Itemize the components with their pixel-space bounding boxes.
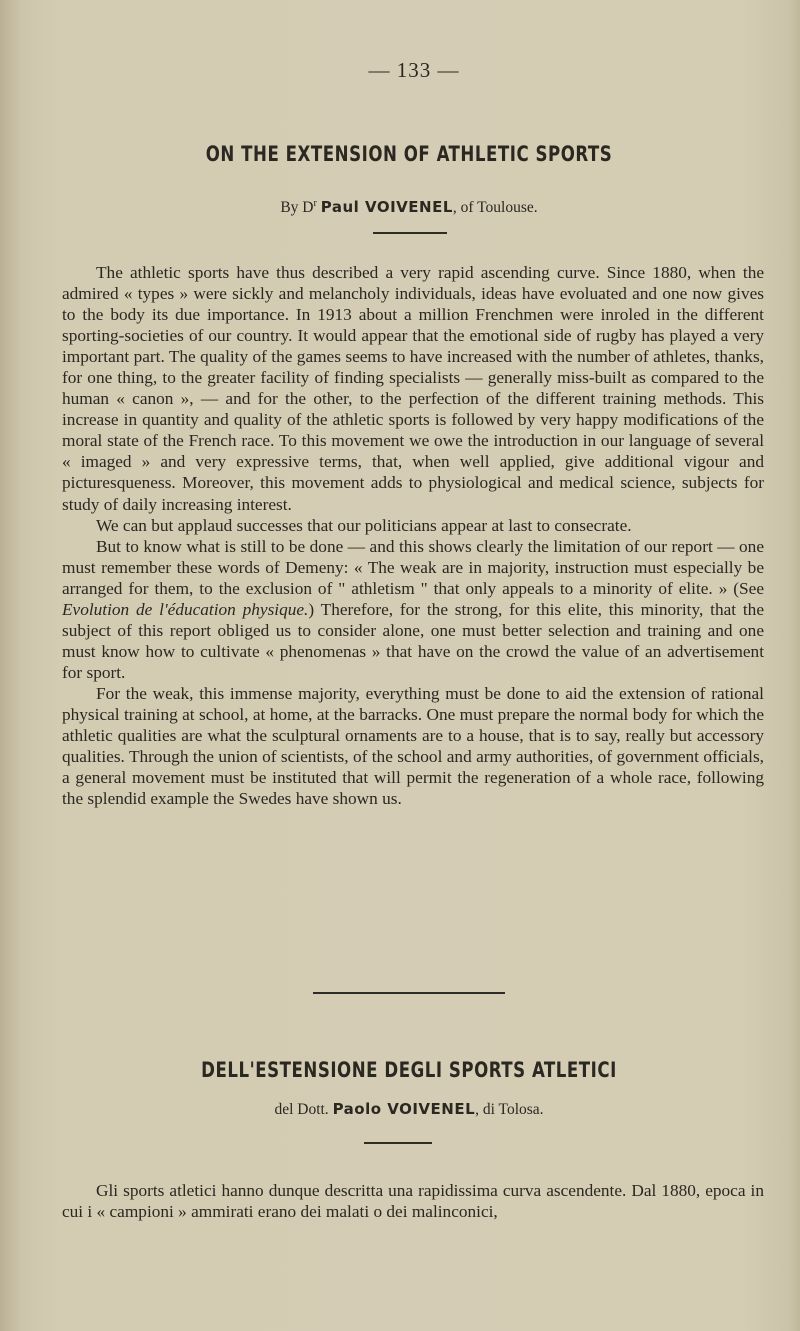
italian-body xyxy=(62,1180,764,1222)
english-paragraph-1: The athletic sports have thus described a very rapid ascending curve. Since 1880, when the admired « types » were sickly and melancholy individuals, ideas have evoluated and one now gives to the body its due importance. In 1913 about a million Frenchmen were inroled in the different sporting-societies of our country. It would appear that the emotional side of rugby has played a very important part. The quality of the games seems to have increased with the number of athletes, thanks, for one thing, to the greater facility of finding specialists — generally miss-built as compared to the human « canon », — and for the other, to the perfection of the different training methods. This increase in quantity and quality of the athletic sports is followed by very happy modifications of the moral state of the French race. To this movement we owe the introduction in our language of several « imaged » and very expressive terms, that, when well applied, give additional vigour and picturesqueness. Moreover, this movement adds to physiological and medical science, subjects for study of daily increasing interest. xyxy=(62,263,764,514)
paragraph-3-text-after: ) Therefore, for the strong, for this elite, this minority, that the subject of this report obliged us to consider alone, one must better selection and training and one must know how to cultivate « phenomenas » that have on the crowd the value of an advertisement for sport. xyxy=(62,599,764,682)
english-byline-suffix: , of Toulouse. xyxy=(452,199,538,217)
english-byline xyxy=(0,198,800,217)
english-title: ON THE EXTENSION OF ATHLETIC SPORTS xyxy=(205,142,613,166)
paragraph-3-italic-title: Evolution de l'éducation physique. xyxy=(62,599,309,619)
english-byline-prefix: By D xyxy=(280,199,314,217)
title-divider xyxy=(373,232,447,234)
italian-paragraph-1: Gli sports atletici hanno dunque descritta una rapidissima curva ascendente. Dal 1880, epoca in cui i « campioni » ammirati erano dei malati o dei malinconici, xyxy=(62,1181,764,1222)
english-byline-sup: r xyxy=(313,198,317,209)
italian-byline-prefix: del Dott. xyxy=(274,1101,333,1118)
english-paragraph-2: We can but applaud successes that our politicians appear at last to consecrate. xyxy=(96,515,632,535)
english-paragraph-3 xyxy=(62,536,764,683)
italian-title: DELL'ESTENSIONE DEGLI SPORTS ATLETICI xyxy=(201,1058,617,1082)
english-body xyxy=(62,262,764,809)
section-divider xyxy=(313,992,505,994)
english-paragraph-4: For the weak, this immense majority, everything must be done to aid the extension of rational physical training at school, at home, at the barracks. One must prepare the normal body for which the athletic qualities are what the sculptural ornaments are to a house, that is to say, really but accessory qualities. Through the union of scientists, of the school and army authorities, of government officials, a general movement must be instituted that will permit the regeneration of a whole race, following the splendid example the Swedes have shown us. xyxy=(62,683,764,809)
italian-byline-suffix: , di Tolosa. xyxy=(475,1101,544,1118)
english-author: Paul VOIVENEL xyxy=(320,198,453,217)
italian-author: Paolo VOIVENEL xyxy=(332,1100,476,1118)
page-number: — 133 — xyxy=(368,58,460,82)
italian-title-divider xyxy=(364,1142,432,1144)
paragraph-3-text-before: But to know what is still to be done — and this shows clearly the limitation of our report — one must remember these words of Demeny: « The weak are in majority, instruction must especially be arranged for them, to the exclusion of " athletism " that only appeals to a minority of elite. » (See xyxy=(62,536,764,598)
italian-byline xyxy=(0,1100,800,1119)
